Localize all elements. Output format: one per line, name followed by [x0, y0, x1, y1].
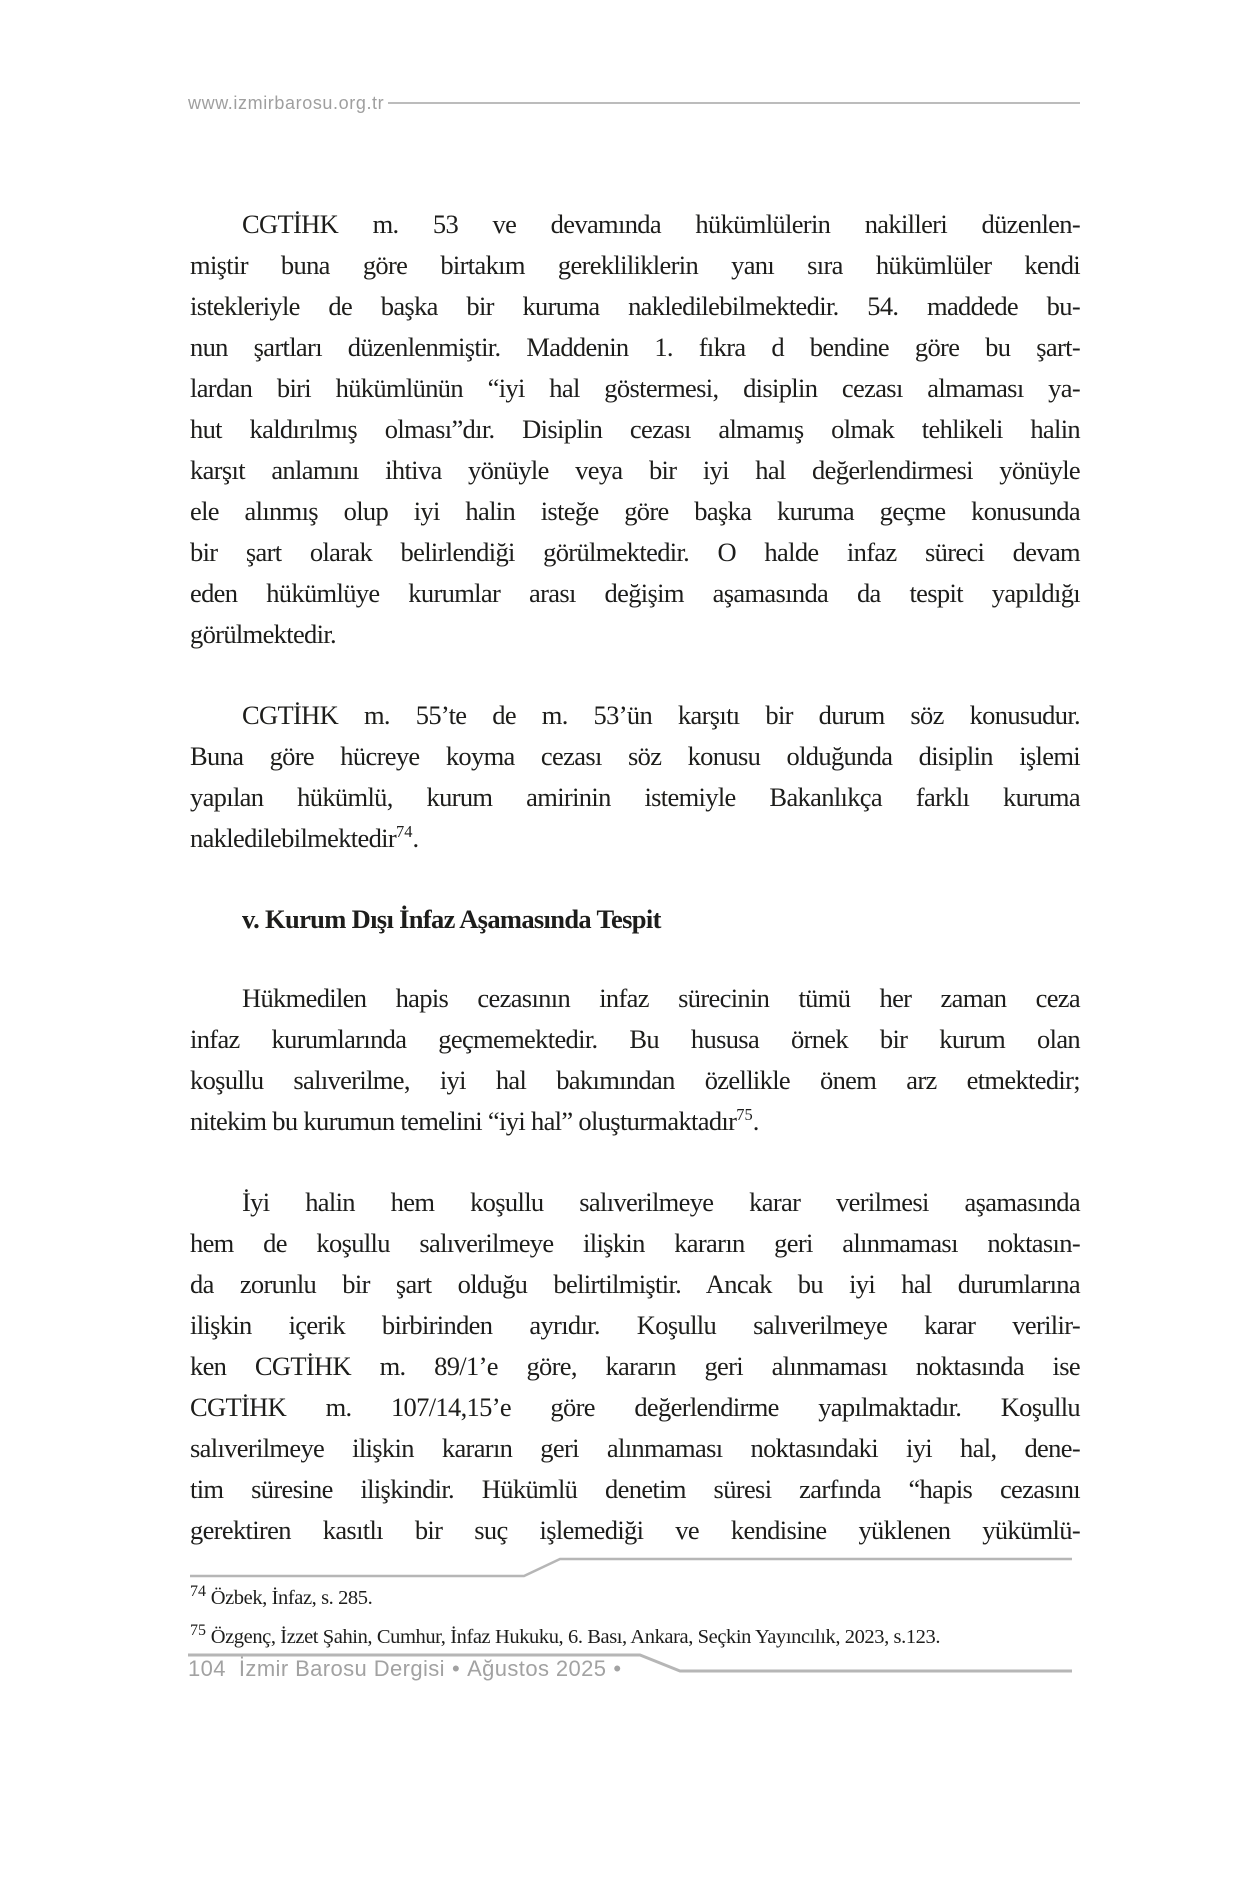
text-line: hem de koşullu salıverilmeye ilişkin kararın geri alınmaması noktasın- — [190, 1228, 1080, 1258]
paragraph — [190, 204, 1080, 655]
text-line: koşullu salıverilme, iyi hal bakımından özellikle önem arz etmektedir; — [190, 1065, 1080, 1095]
text-line: infaz kurumlarında geçmemektedir. Bu hususa örnek bir kurum olan — [190, 1024, 1080, 1054]
document-body — [190, 204, 1080, 1591]
text-line: tim süresine ilişkindir. Hükümlü denetim süresi zarfında “hapis cezasını — [190, 1474, 1080, 1504]
paragraph — [190, 978, 1080, 1142]
text-line: salıverilmeye ilişkin kararın geri alınmaması noktasındaki iyi hal, dene- — [190, 1433, 1080, 1463]
text-line: da zorunlu bir şart olduğu belirtilmiştir. Ancak bu iyi hal durumlarına — [190, 1269, 1080, 1299]
footnote-text: Özbek, İnfaz, s. 285. — [206, 1587, 373, 1609]
header-rule — [388, 102, 1080, 104]
footnote — [190, 1584, 1085, 1612]
footer-bullet: • — [451, 1656, 461, 1681]
footnote-number: 75 — [190, 1622, 206, 1640]
text-line: karşıt anlamını ihtiva yönüyle veya bir iyi hal değerlendirmesi yönüyle — [190, 455, 1080, 485]
text-line: lardan biri hükümlünün “iyi hal göstermesi, disiplin cezası almaması ya- — [190, 373, 1080, 403]
journal-website-url: www.izmirbarosu.org.tr — [188, 92, 385, 113]
text-line: Buna göre hücreye koyma cezası söz konusu olduğunda disiplin işlemi — [190, 741, 1080, 771]
footnote-text: Özgenç, İzzet Şahin, Cumhur, İnfaz Hukuku, 6. Bası, Ankara, Seçkin Yayıncılık, 2023, s.123. — [206, 1626, 941, 1648]
text-line: ilişkin içerik birbirinden ayrıdır. Koşullu salıverilmeye karar verilir- — [190, 1310, 1080, 1340]
section-heading: v. Kurum Dışı İnfaz Aşamasında Tespit — [242, 904, 661, 934]
text-line: nun şartları düzenlenmiştir. Maddenin 1. fıkra d bendine göre bu şart- — [190, 332, 1080, 362]
text-line: yapılan hükümlü, kurum amirinin istemiyle Bakanlıkça farklı kuruma — [190, 782, 1080, 812]
text-line: İyi halin hem koşullu salıverilmeye karar verilmesi aşamasında — [242, 1187, 1080, 1217]
text-line: ken CGTİHK m. 89/1’e göre, kararın geri alınmaması noktasında ise — [190, 1351, 1080, 1381]
text-line: miştir buna göre birtakım gerekliliklerin yanı sıra hükümlüler kendi — [190, 250, 1080, 280]
text-line: CGTİHK m. 107/14,15’e göre değerlendirme yapılmaktadır. Koşullu — [190, 1392, 1080, 1422]
paragraph — [190, 1182, 1080, 1551]
text-line: hut kaldırılmış olması”dır. Disiplin cezası almamış olmak tehlikeli halin — [190, 414, 1080, 444]
footnote-reference: 74 — [396, 822, 413, 842]
footer-trailing-bullet: • — [613, 1656, 622, 1681]
paragraph — [190, 695, 1080, 859]
text-line: istekleriyle de başka bir kuruma nakledilebilmektedir. 54. maddede bu- — [190, 291, 1080, 321]
issue-date: Ağustos 2025 — [467, 1656, 607, 1681]
footnote-divider-rule — [188, 1552, 1080, 1582]
text-line: eden hükümlüye kurumlar arası değişim aşamasında da tespit yapıldığı — [190, 578, 1080, 608]
page-header — [188, 92, 1080, 114]
footnote-number: 74 — [190, 1583, 206, 1601]
page-footer — [188, 1656, 622, 1682]
text-line: görülmektedir. — [190, 619, 337, 649]
footnote — [190, 1623, 1085, 1651]
journal-title: İzmir Barosu Dergisi — [238, 1656, 445, 1681]
text-line: nakledilebilmektedir$^{74}$. — [190, 822, 419, 853]
footnote-reference: 75 — [736, 1105, 753, 1125]
text-line: CGTİHK m. 53 ve devamında hükümlülerin nakilleri düzenlen- — [242, 209, 1080, 239]
text-line: CGTİHK m. 55’te de m. 53’ün karşıtı bir durum söz konusudur. — [242, 700, 1080, 730]
text-line: bir şart olarak belirlendiği görülmektedir. O halde infaz süreci devam — [190, 537, 1080, 567]
text-line: ele alınmış olup iyi halin isteğe göre başka kuruma geçme konusunda — [190, 496, 1080, 526]
text-line: nitekim bu kurumun temelini “iyi hal” oluşturmaktadır$^{75}$. — [190, 1105, 759, 1136]
text-line: Hükmedilen hapis cezasının infaz sürecinin tümü her zaman ceza — [242, 983, 1080, 1013]
page-number: 104 — [188, 1656, 226, 1681]
text-line: gerektiren kasıtlı bir suç işlemediği ve kendisine yüklenen yükümlü- — [190, 1515, 1080, 1545]
